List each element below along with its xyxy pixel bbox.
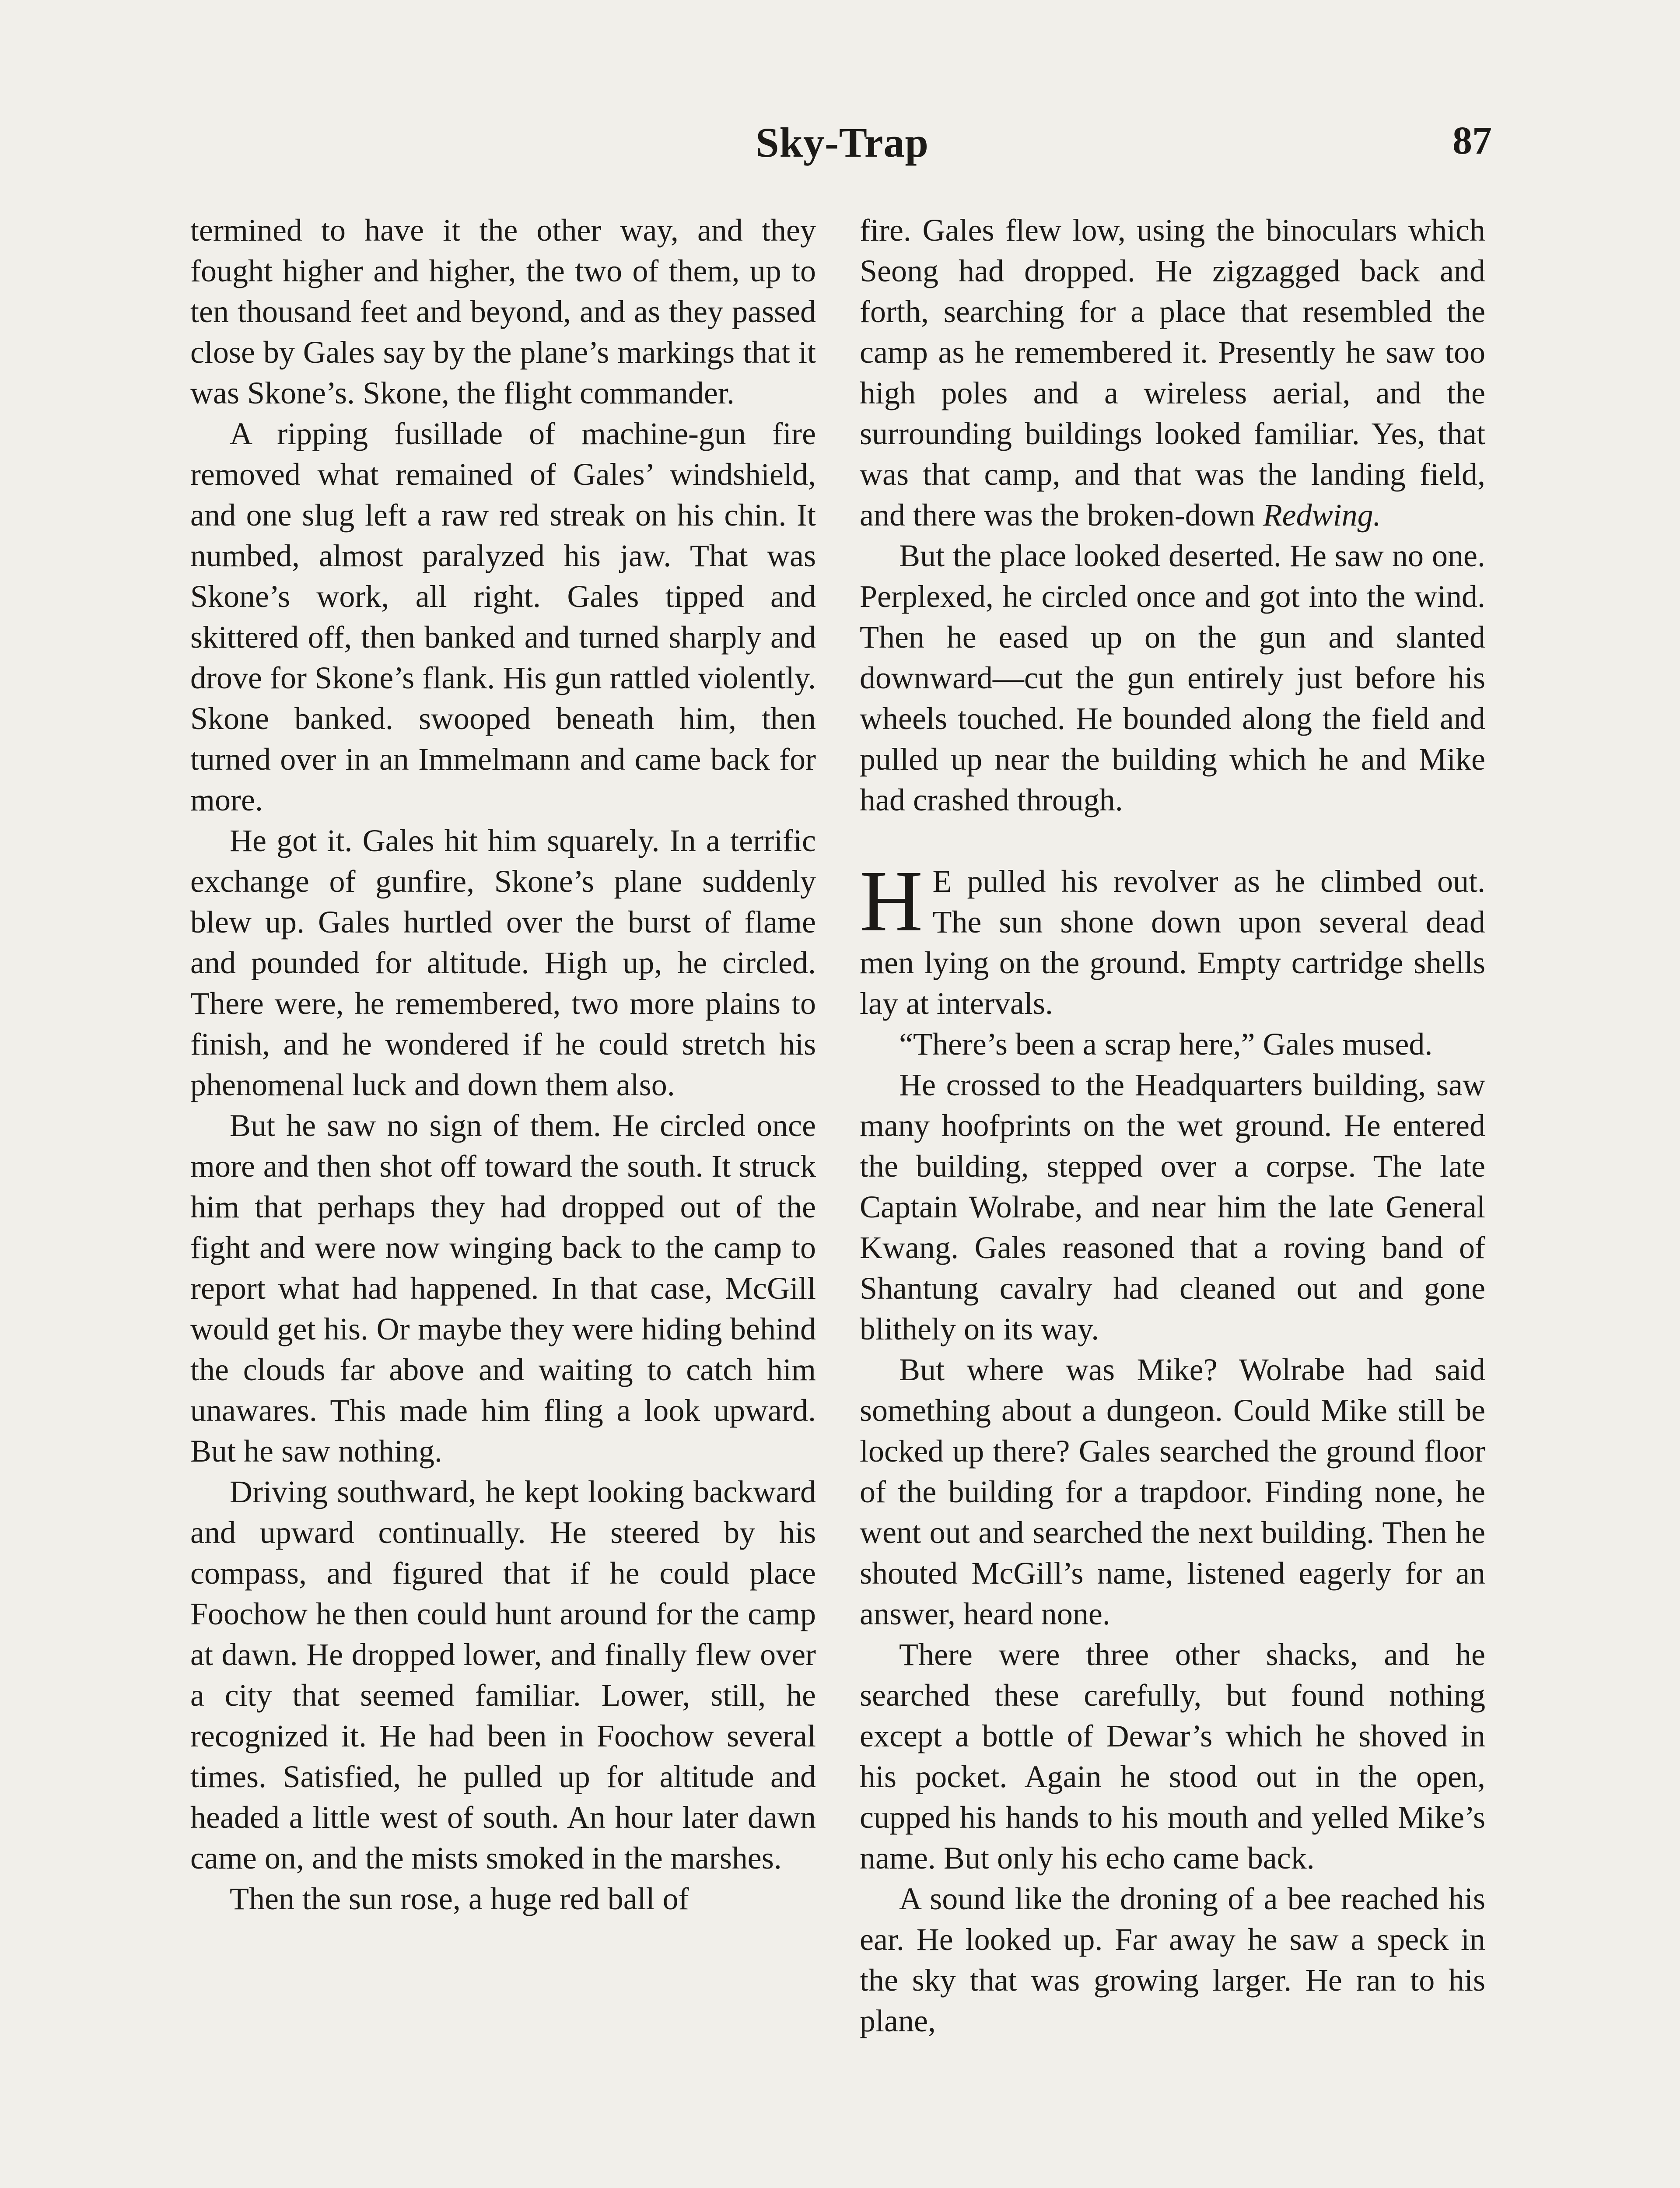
paragraph: There were three other shacks, and he searched these carefully, but found nothing except a bottle of Dewar’s which he shoved in his pocket. Again he stood out in the open, cupped his hands to his mouth and yelled Mike’s name. But only his echo came back.	[860, 1637, 1485, 1876]
paragraph: But the place looked deserted. He saw no one. Perplexed, he circled once and got into the wind. Then he eased up on the gun and slanted downward—cut the gun entirely just before his wheels touched. He bounded along the field and pulled up near the building which he and Mike had crashed through.	[860, 538, 1485, 817]
paragraph: Then the sun rose, a huge red ball of	[230, 1881, 689, 1916]
drop-cap: H	[860, 853, 923, 950]
left-column	[190, 210, 816, 1919]
running-title: Sky-Trap	[756, 119, 929, 166]
paragraph	[860, 210, 1485, 536]
paragraph: Driving southward, he kept looking backward and upward continually. He steered by his compass, and figured that if he could place Foochow he then could hunt around for the camp at dawn. He dropped lower, and finally flew over a city that seemed familiar. Lower, still, he recognized it. He had been in Foochow several times. Satisfied, he pulled up for altitude and headed a little west of south. An hour later dawn came on, and the mists smoked in the marshes.	[190, 1474, 816, 1876]
paragraph: A sound like the droning of a bee reached his ear. He looked up. Far away he saw a speck in the sky that was growing larger. He ran to his plane,	[860, 1881, 1485, 2038]
paragraph-text: E pulled his revolver as he climbed out. The sun shone down upon several dead men lying on the ground. Empty cartridge shells lay at intervals.	[860, 864, 1485, 1021]
paragraph: He crossed to the Headquarters building, saw many hoofprints on the wet ground. He entered the building, stepped over a corpse. The late Captain Wolrabe, and near him the late General Kwang. Gales reasoned that a roving band of Shantung cavalry had cleaned out and gone blithely on its way.	[860, 1067, 1485, 1346]
paragraph: termined to have it the other way, and they fought higher and higher, the two of them, up to ten thousand feet and beyond, and as they passed close by Gales say by the plane’s markings that it was Skone’s. Skone, the flight commander.	[190, 213, 816, 410]
section-opening-paragraph	[860, 853, 1485, 1024]
page-header	[0, 118, 1680, 179]
paragraph: But where was Mike? Wolrabe had said something about a dungeon. Could Mike still be locked up there? Gales searched the ground floor of the building for a trapdoor. Finding none, he went out and searched the next building. Then he shouted McGill’s name, listened eagerly for an answer, heard none.	[860, 1352, 1485, 1631]
paragraph: “There’s been a scrap here,” Gales mused.	[899, 1027, 1433, 1062]
paragraph: But he saw no sign of them. He circled once more and then shot off toward the south. It struck him that perhaps they had dropped out of the fight and were now winging back to the camp to report what had happened. In that case, McGill would get his. Or maybe they were hiding behind the clouds far above and waiting to catch him unawares. This made him fling a look upward. But he saw nothing.	[190, 1108, 816, 1469]
plane-name-italic: Redwing.	[1263, 498, 1381, 533]
right-column	[860, 210, 1485, 2041]
page-number: 87	[1452, 119, 1492, 162]
paragraph: A ripping fusillade of machine-gun fire removed what remained of Gales’ windshield, and one slug left a raw red streak on his chin. It numbed, almost paralyzed his jaw. That was Skone’s work, all right. Gales tipped and skittered off, then banked and turned sharply and drove for Skone’s flank. His gun rattled violently. Skone banked. swooped beneath him, then turned over in an Immelmann and came back for more.	[190, 416, 816, 817]
paragraph: He got it. Gales hit him squarely. In a terrific exchange of gunfire, Skone’s plane suddenly blew up. Gales hurtled over the burst of flame and pounded for altitude. High up, he circled. There were, he remembered, two more plains to finish, and he wondered if he could stretch his phenomenal luck and down them also.	[190, 823, 816, 1102]
paragraph-text: fire. Gales flew low, using the binoculars which Seong had dropped. He zigzagged back and forth, searching for a place that resembled the camp as he remembered it. Presently he saw too high poles and a wireless aerial, and the surrounding buildings looked familiar. Yes, that was that camp, and that was the landing field, and there was the broken-down	[860, 213, 1485, 533]
